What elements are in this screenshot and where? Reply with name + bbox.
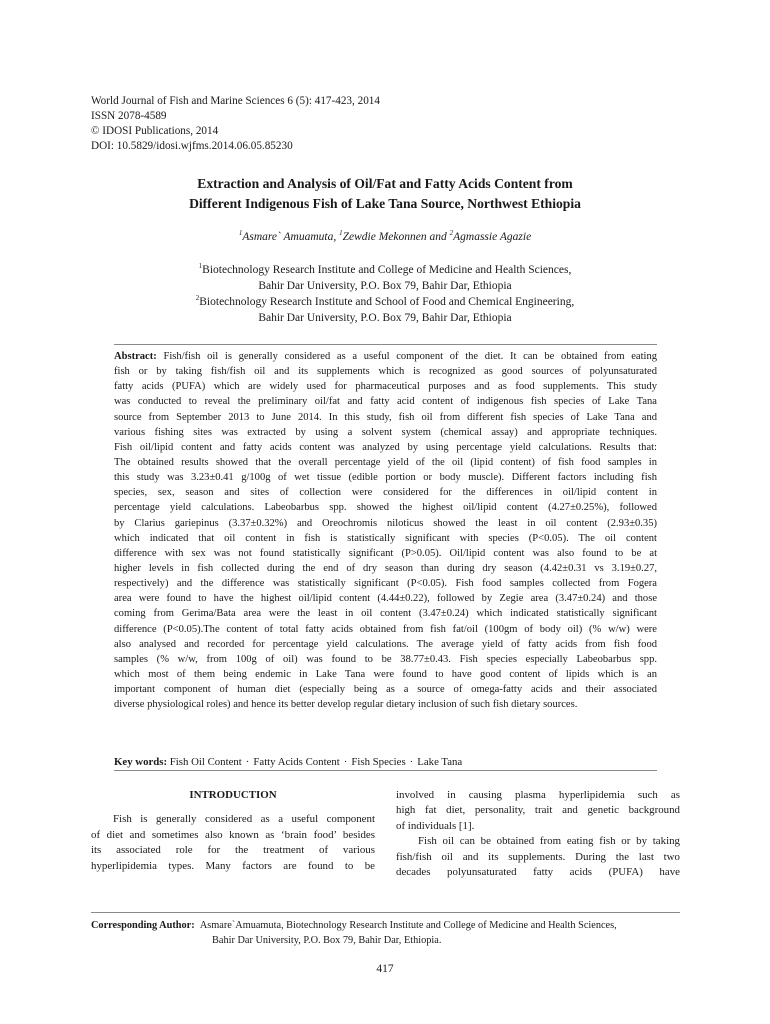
author-3-affil-mark: 2 (449, 229, 454, 237)
abstract-line: important component of human diet (especially being as a source of omega-fatty acids and their associated (114, 684, 657, 696)
body-line: fish/fish oil and its supplements. During the last two (396, 850, 680, 863)
abstract-line: which indicated that oil content in fish is statistically significant with species (P<0.05). The oil content (114, 532, 657, 544)
affiliation-2-line-1 (100, 294, 670, 310)
affiliation-1-text: Biotechnology Research Institute and College of Medicine and Health Sciences, (202, 264, 572, 276)
journal-publisher: © IDOSI Publications, 2014 (91, 125, 219, 137)
paper-title (100, 174, 670, 214)
abstract-line: diverse physiological roles) and hence its better develop regular dietary inclusion of such fish dietary sources. (114, 699, 578, 711)
author-1: Asmare` Amuamuta, (242, 231, 340, 243)
abstract-line-text: Fish/fish oil is generally considered as a useful component of the diet. It can be obtained from eating (156, 351, 657, 362)
affiliation-2-text: Biotechnology Research Institute and School of Food and Chemical Engineering, (199, 296, 575, 308)
keyword: Fish Species (351, 756, 406, 768)
keyword: Lake Tana (417, 756, 463, 768)
body-line: high fat diet, personality, trait and genetic background (396, 804, 680, 817)
keyword: Fatty Acids Content (253, 756, 340, 768)
author-3: Agmassie Agazie (453, 231, 532, 243)
body-column-right (396, 788, 680, 880)
abstract-line: which most of them being endemic in Lake Tana were found to have good content of lipids which is an (114, 668, 657, 680)
body-line: of individuals [1]. (396, 819, 475, 832)
keywords-label: Key words: (114, 756, 168, 768)
affiliation-2-mark: 2 (195, 294, 200, 302)
abstract-line: Fish oil/lipid content and fatty acids content was analyzed by using percentage yield calculations. Results that: (114, 441, 657, 453)
affiliation-1-line-2: Bahir Dar University, P.O. Box 79, Bahir Dar, Ethiopia (258, 280, 512, 292)
abstract-line: also analysed and recorded for percentage yield calculations. The average yield of fatty acids from fish food (114, 638, 657, 650)
affiliation-1-mark: 1 (198, 262, 203, 270)
body-line: decades polyunsaturated fatty acids (PUFA) have (396, 865, 680, 878)
body-line: hyperlipidemia types. Many factors are found to be (91, 859, 375, 872)
body-line: involved in causing plasma hyperlipidemia such as (396, 789, 680, 801)
abstract-line (114, 349, 657, 364)
keyword-separator: · (245, 756, 250, 768)
paragraph-gap (91, 803, 375, 812)
corresponding-author-line-1 (91, 918, 680, 933)
body-line: of diet and sometimes also known as ‘brain food’ besides (91, 828, 375, 841)
journal-doi: DOI: 10.5829/idosi.wjfms.2014.06.05.85230 (91, 140, 293, 152)
affiliations (100, 262, 670, 326)
body-column-left (91, 788, 375, 874)
author-list (100, 229, 670, 245)
affiliation-1-line-1 (100, 262, 670, 278)
page-number: 417 (376, 963, 394, 975)
corresponding-author-text: Asmare`Amuamuta, Biotechnology Research Institute and College of Medicine and Health Sciences, (199, 920, 617, 931)
corresponding-author-label: Corresponding Author: (91, 920, 195, 931)
abstract-line: difference (P<0.05).The content of total fatty acids obtained from fish fat/oil (100gm of body oil) (% w/w) were (114, 623, 657, 635)
author-2: Zewdie Mekonnen and (342, 231, 450, 243)
journal-info (91, 94, 380, 154)
body-line: Fish is generally considered as a useful component (113, 813, 375, 826)
abstract-line: percentage yield calculations. Labeobarbus spp. showed the highest oil/lipid content (4.27±0.25%), followed (114, 502, 657, 514)
abstract-line: species, sex, season and sites of collection were considered for the differences in oil/lipid content in (114, 487, 657, 499)
abstract-line: by Clarius gariepinus (3.37±0.32%) and Oreochromis niloticus showed the least in oil content (2.93±0.35) (114, 517, 657, 529)
corresponding-author-line-2: Bahir Dar University, P.O. Box 79, Bahir Dar, Ethiopia. (212, 935, 442, 946)
body-line: its associated role for the treatment of various (91, 844, 375, 857)
abstract-line: various fishing sites was extracted by using a solvent system (chemical assay) and appropriate techniques. (114, 426, 657, 438)
keyword-separator: · (343, 756, 348, 768)
corresponding-author (91, 918, 680, 948)
abstract-line: coming from Gerima/Bata area were the least in oil content (3.47±0.24) which indicated statistically significant (114, 608, 657, 620)
body-line: Fish oil can be obtained from eating fish or by taking (418, 835, 680, 848)
abstract-line: The obtained results showed that the overall percentage yield of the oil (lipid content) of fish food samples in (114, 456, 657, 468)
abstract-line: respectively) and the difference was statistically significant (P<0.05). Fish food samples collected from Fogera (114, 578, 657, 590)
abstract-line: area were found to have the highest oil/lipid content (4.44±0.22), followed by Zegie area (3.47±0.24) and those (114, 593, 657, 605)
abstract-line: fish or by taking fish/fish oil and its supplements which is recognized as good sources of polyunsaturated (114, 366, 657, 378)
abstract-line: this study was 3.23±0.41 g/100g of wet tissue (edible portion or body muscle). Different factors including fish (114, 472, 657, 484)
keywords-bottom-rule (114, 770, 657, 771)
abstract-top-rule (114, 344, 657, 345)
author-1-affil-mark: 1 (238, 229, 243, 237)
keyword-separator: · (409, 756, 414, 768)
abstract (114, 349, 657, 712)
keyword: Fish Oil Content (169, 756, 242, 768)
abstract-line: higher levels in fish collected during the end of dry season than during dry season (4.42±0.31 vs 3.19±0.27, (114, 562, 657, 574)
title-line-1: Extraction and Analysis of Oil/Fat and Fatty Acids Content from (197, 176, 573, 191)
section-heading-introduction: INTRODUCTION (189, 789, 277, 801)
keywords (114, 755, 462, 769)
title-line-2: Different Indigenous Fish of Lake Tana Source, Northwest Ethiopia (189, 196, 581, 211)
journal-issn: ISSN 2078-4589 (91, 110, 167, 122)
footnote-rule (91, 912, 680, 913)
journal-citation: World Journal of Fish and Marine Sciences 6 (5): 417-423, 2014 (91, 95, 380, 107)
abstract-line: source from September 2013 to June 2014. In this study, fish oil from different fish species of Lake Tana and (114, 411, 657, 423)
abstract-line: samples (% w/w, from 100g of oil) was found to be 38.77±0.43. Fish species especially Labeobarbus spp. (114, 653, 657, 665)
author-2-affil-mark: 1 (339, 229, 343, 237)
abstract-line: was conducted to reveal the preliminary oil/fat and fatty acid content of indigenous fish species of Lake Tana (114, 396, 657, 408)
abstract-label: Abstract: (114, 351, 157, 362)
affiliation-2-line-2: Bahir Dar University, P.O. Box 79, Bahir Dar, Ethiopia (258, 312, 512, 324)
abstract-line: fatty acids (PUFA) which are widely used for pharmaceutical purposes and as food supplements. This study (114, 381, 657, 393)
abstract-line: difference with sex was not found statistically significant (P>0.05). Oil/lipid content was also found to be at (114, 547, 657, 559)
